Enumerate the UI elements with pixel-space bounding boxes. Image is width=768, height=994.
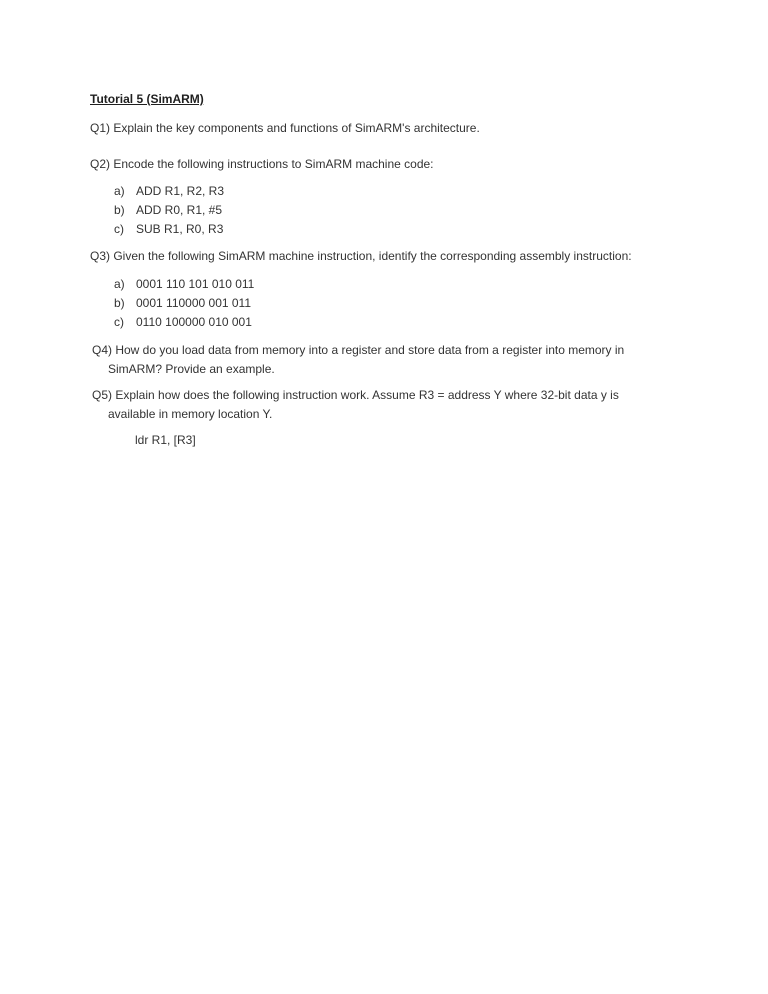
list-marker: b): [114, 203, 125, 217]
list-item-text: ADD R0, R1, #5: [136, 203, 223, 217]
list-item: [114, 182, 224, 201]
question-4-line-2: SimARM? Provide an example.: [108, 362, 275, 376]
list-item-text: 0001 110 101 010 011: [136, 277, 255, 291]
document-title: Tutorial 5 (SimARM): [90, 92, 204, 106]
question-3-list: [114, 275, 254, 332]
list-item-text: ADD R1, R2, R3: [136, 184, 225, 198]
list-item: [114, 220, 224, 239]
code-example: ldr R1, [R3]: [135, 433, 196, 447]
question-5: [92, 386, 676, 424]
list-marker: a): [114, 184, 125, 198]
list-item-text: SUB R1, R0, R3: [136, 222, 224, 236]
list-item: [114, 294, 254, 313]
list-item-text: 0110 100000 010 001: [136, 315, 252, 329]
question-1: Q1) Explain the key components and functions of SimARM's architecture.: [90, 121, 480, 135]
list-item: [114, 275, 254, 294]
question-4: [92, 341, 676, 379]
question-4-line-1: Q4) How do you load data from memory into a register and store data from a register into memory in: [92, 343, 625, 357]
list-marker: b): [114, 296, 125, 310]
question-2: Q2) Encode the following instructions to SimARM machine code:: [90, 157, 434, 171]
list-marker: c): [114, 222, 124, 236]
list-item: [114, 313, 254, 332]
list-item-text: 0001 110000 001 011: [136, 296, 252, 310]
list-item: [114, 201, 224, 220]
question-5-line-1: Q5) Explain how does the following instruction work. Assume R3 = address Y where 32-bit data y is: [92, 388, 619, 402]
question-2-list: [114, 182, 224, 239]
question-3: Q3) Given the following SimARM machine instruction, identify the corresponding assembly instruction:: [90, 249, 632, 263]
question-5-line-2: available in memory location Y.: [108, 407, 273, 421]
list-marker: c): [114, 315, 124, 329]
list-marker: a): [114, 277, 125, 291]
